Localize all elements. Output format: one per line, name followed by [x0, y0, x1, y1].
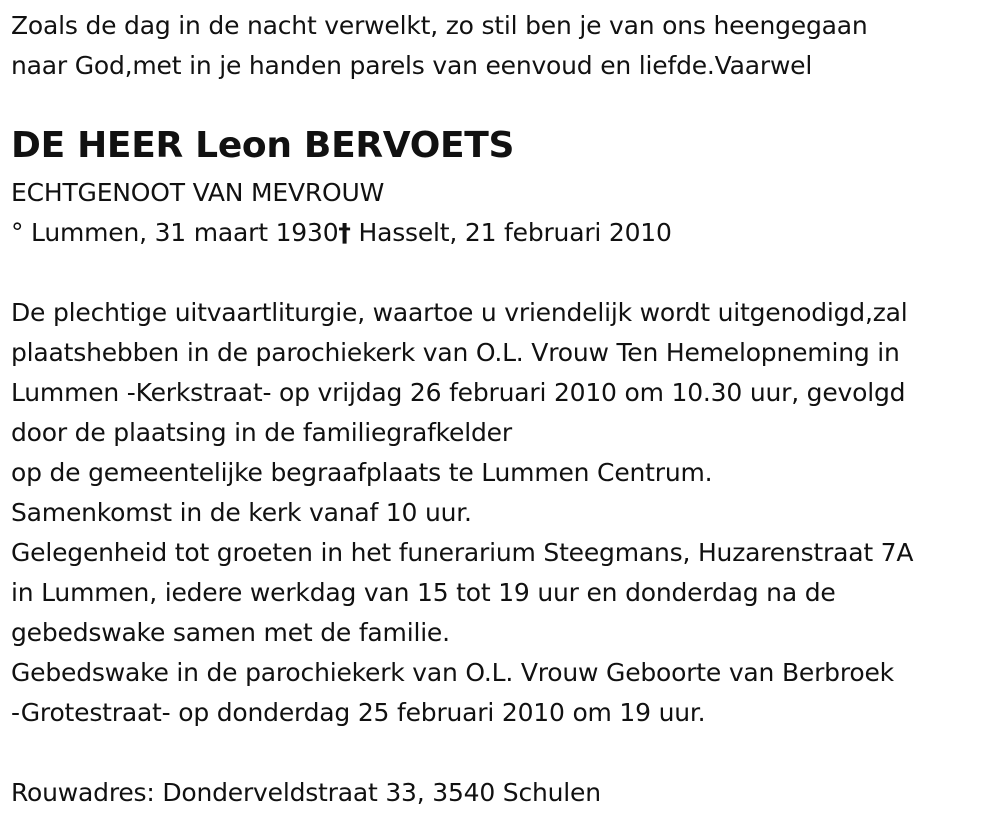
announcement-line-10: Gebedswake in de parochiekerk van O.L. Vrouw Geboorte van Berbroek [11, 658, 894, 687]
announcement-line-2: plaatshebben in de parochiekerk van O.L. Vrouw Ten Hemelopneming in [11, 338, 900, 367]
announcement-line-11: -Grotestraat- op donderdag 25 februari 2010 om 19 uur. [11, 698, 706, 727]
relation-line: ECHTGENOOT VAN MEVROUW [11, 178, 385, 207]
cross-icon: † [338, 218, 351, 247]
poem-line-1: Zoals de dag in de nacht verwelkt, zo stil ben je van ons heengegaan [11, 11, 868, 40]
announcement-line-6: Samenkomst in de kerk vanaf 10 uur. [11, 498, 472, 527]
announcement-line-9: gebedswake samen met de familie. [11, 618, 450, 647]
mourning-address: Rouwadres: Donderveldstraat 33, 3540 Schulen [11, 778, 601, 807]
announcement-line-8: in Lummen, iedere werkdag van 15 tot 19 uur en donderdag na de [11, 578, 836, 607]
deceased-name: DE HEER Leon BERVOETS [11, 125, 515, 166]
announcement-line-4: door de plaatsing in de familiegrafkelder [11, 418, 512, 447]
dates-line [11, 213, 672, 253]
announcement-line-7: Gelegenheid tot groeten in het funerarium Steegmans, Huzarenstraat 7A [11, 538, 914, 567]
announcement-line-1: De plechtige uitvaartliturgie, waartoe u vriendelijk wordt uitgenodigd,zal [11, 298, 908, 327]
announcement-line-3: Lummen -Kerkstraat- op vrijdag 26 februari 2010 om 10.30 uur, gevolgd [11, 378, 906, 407]
poem-line-2: naar God,met in je handen parels van eenvoud en liefde.Vaarwel [11, 51, 813, 80]
birth-info: ° Lummen, 31 maart 1930 [11, 218, 339, 247]
death-info: Hasselt, 21 februari 2010 [350, 218, 672, 247]
announcement-line-5: op de gemeentelijke begraafplaats te Lummen Centrum. [11, 458, 713, 487]
